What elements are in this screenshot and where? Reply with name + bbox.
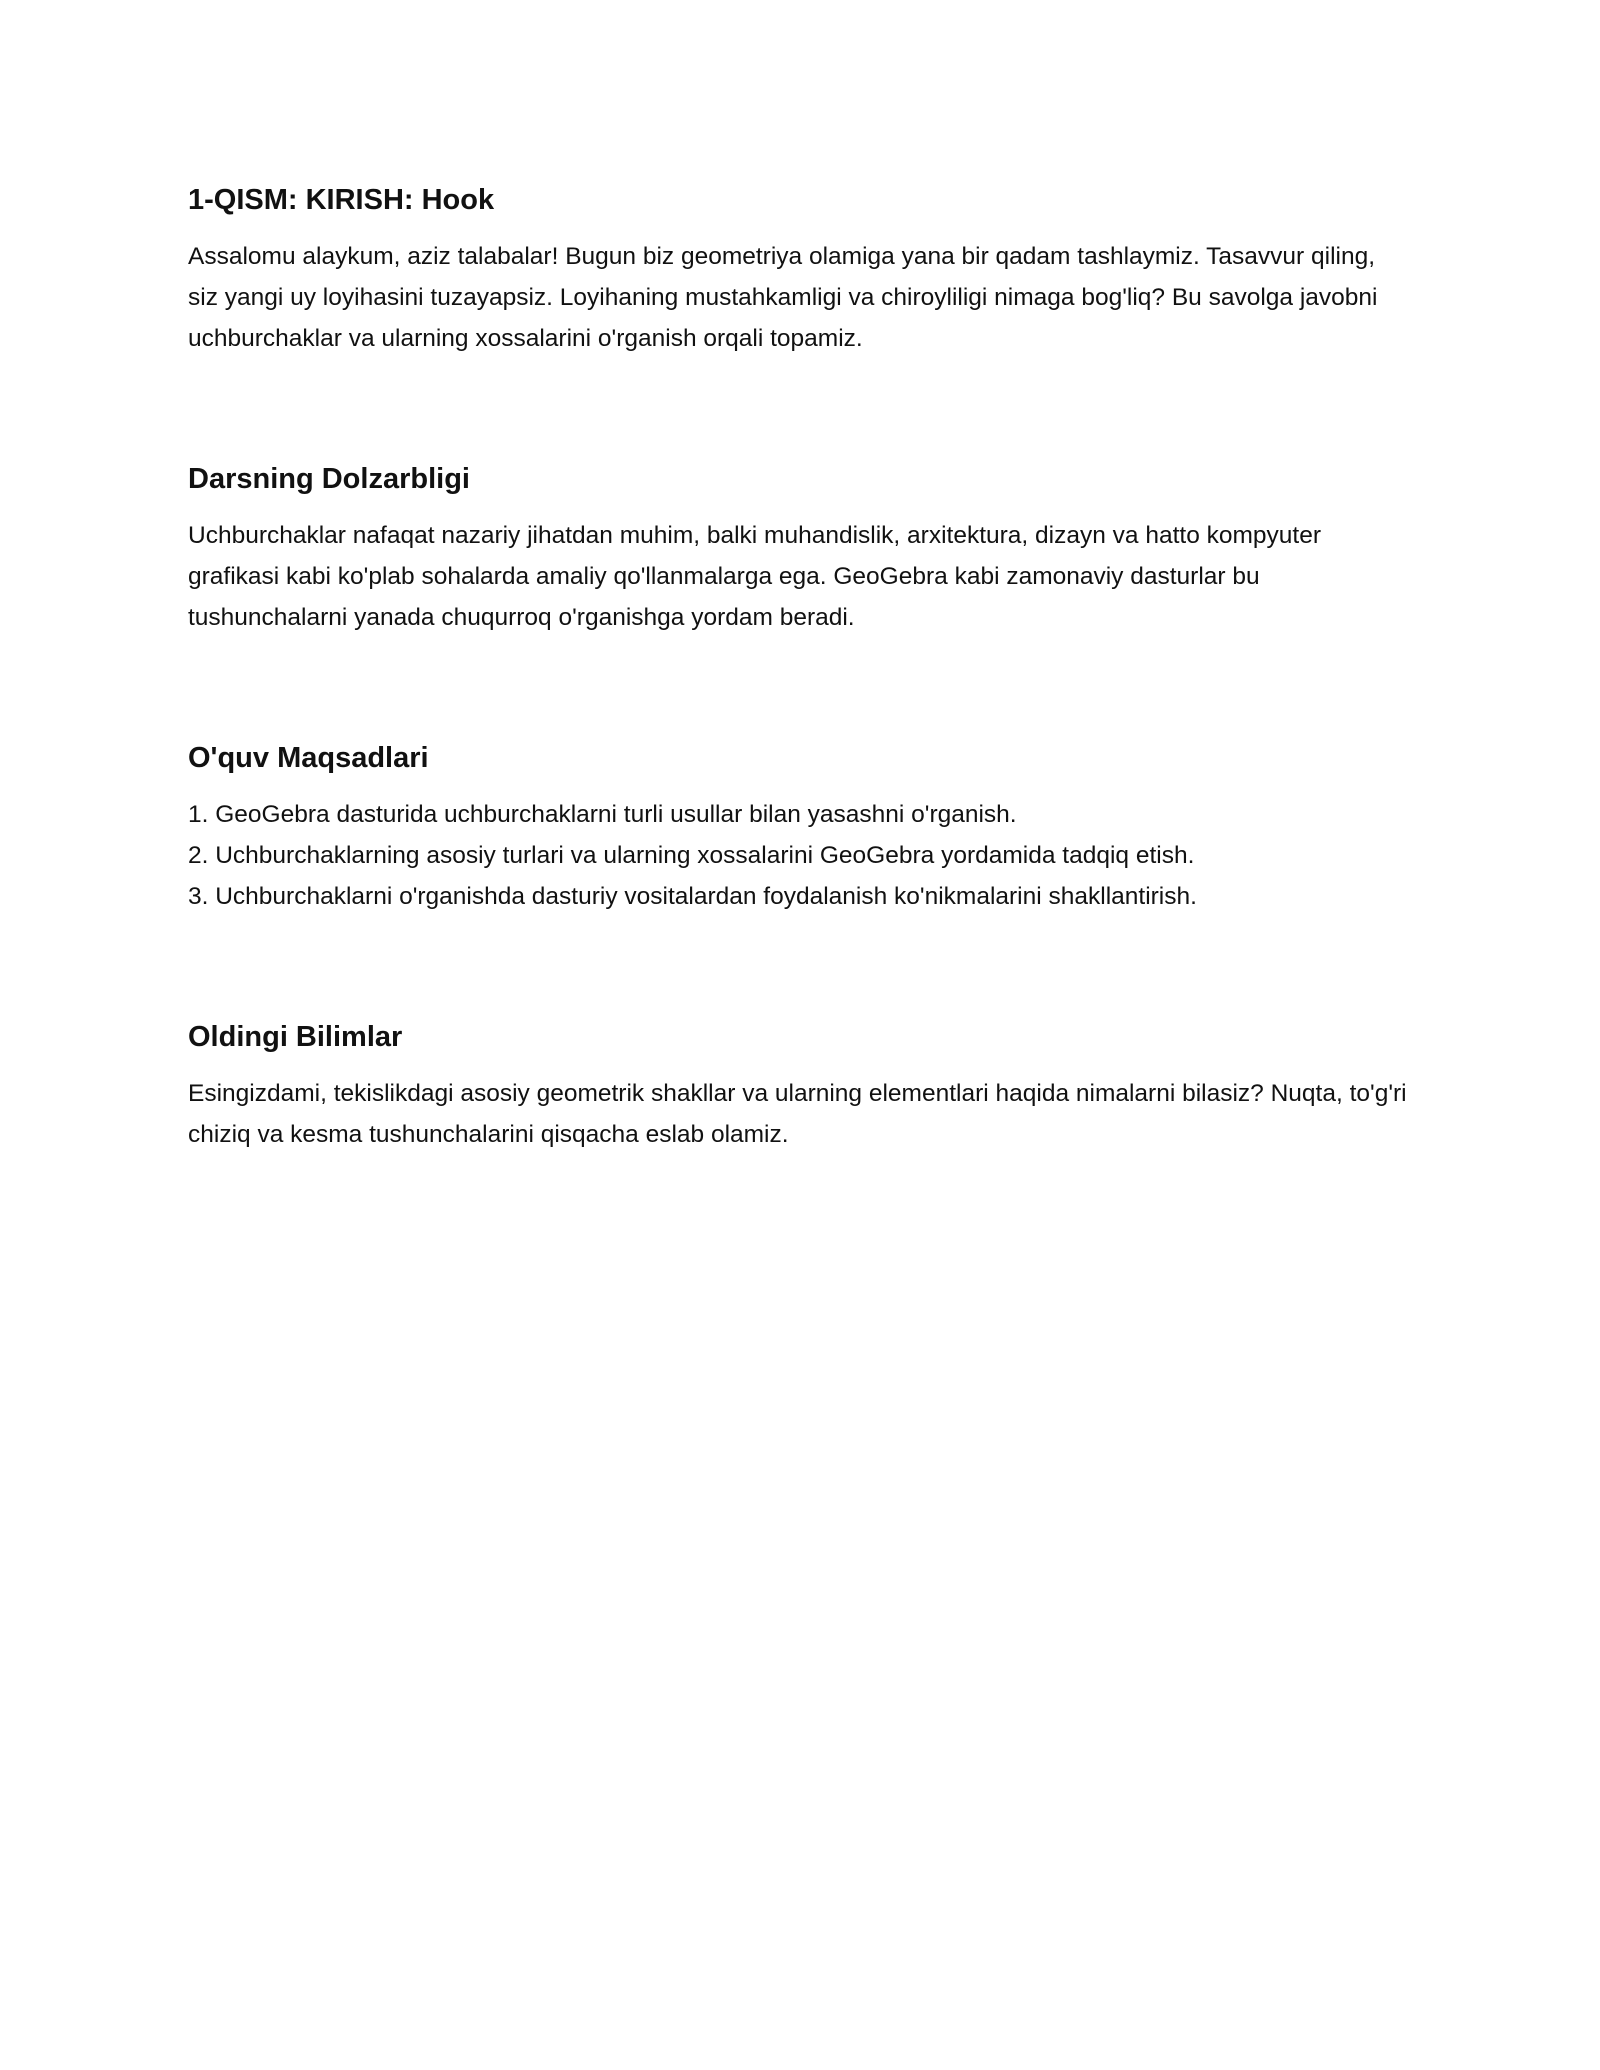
section-title: Darsning Dolzarbligi [188, 463, 470, 495]
list-item: 1. GeoGebra dasturida uchburchaklarni turli usullar bilan yasashni o'rganish. [188, 801, 1017, 828]
section-dolzarblik [188, 459, 1408, 638]
section-maqsadlar [188, 738, 1408, 917]
section-paragraph: Uchburchaklar nafaqat nazariy jihatdan muhim, balki muhandislik, arxitektura, dizayn va hatto kompyuter grafikasi kabi ko'plab sohalarda amaliy qo'llanmalarga ega. GeoGebra kabi zamonaviy dasturlar bu tushunchalarni yanada chuqurroq o'rganishga yordam beradi. [188, 522, 1322, 631]
list-item: 2. Uchburchaklarning asosiy turlari va ularning xossalarini GeoGebra yordamida tadqiq etish. [188, 842, 1195, 869]
section-kirish [188, 180, 1408, 359]
section-paragraph: Esingizdami, tekislikdagi asosiy geometrik shakllar va ularning elementlari haqida nimalarni bilasiz? Nuqta, to'g'ri chiziq va kesma tushunchalarini qisqacha eslab olamiz. [188, 1080, 1407, 1148]
section-title: Oldingi Bilimlar [188, 1021, 403, 1053]
document-page [188, 180, 1408, 1255]
objectives-list [188, 794, 1408, 917]
list-item: 3. Uchburchaklarni o'rganishda dasturiy vositalardan foydalanish ko'nikmalarini shakllantirish. [188, 883, 1197, 910]
section-title: 1-QISM: KIRISH: Hook [188, 184, 495, 216]
section-paragraph: Assalomu alaykum, aziz talabalar! Bugun biz geometriya olamiga yana bir qadam tashlaymiz. Tasavvur qiling, siz yangi uy loyihasini tuzayapsiz. Loyihaning mustahkamligi va chiroyliligi nimaga bog'liq? Bu savolga javobni uchburchaklar va ularning xossalarini o'rganish orqali topamiz. [188, 243, 1378, 352]
section-bilimlar [188, 1017, 1408, 1155]
section-title: O'quv Maqsadlari [188, 742, 429, 774]
